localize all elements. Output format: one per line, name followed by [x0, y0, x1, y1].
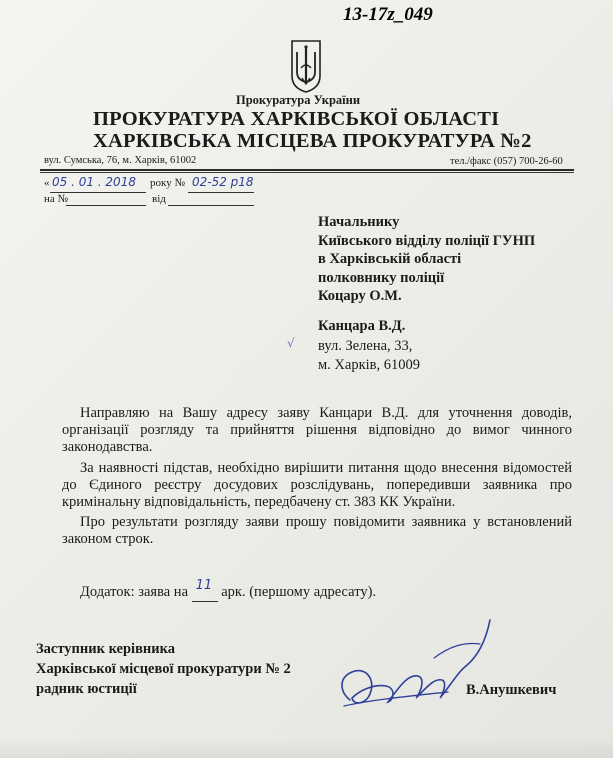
body-paragraph: Направляю на Вашу адресу заяву Канцари В.Д. для уточнення доводів, організації розгляду та прийняття рішення відповідно до вимог чинного законодавства.	[62, 405, 572, 455]
header-divider-thin	[40, 172, 574, 173]
number-underline	[188, 192, 254, 193]
addressee-line: Начальнику	[318, 214, 400, 230]
addressee-block	[318, 213, 535, 306]
addressee-line: Коцару О.М.	[318, 288, 402, 304]
agency-name: Прокуратура України	[236, 93, 361, 107]
org-phone: тел./факс (057) 700-26-60	[450, 156, 563, 167]
trident-emblem-icon	[289, 38, 323, 94]
signer-line: радник юстиції	[36, 681, 137, 697]
handwritten-pages: 11	[195, 578, 213, 593]
applicant-name: Канцара В.Д.	[318, 318, 406, 334]
applicant-address	[318, 337, 420, 374]
registration-date-row	[44, 177, 50, 189]
check-mark: √	[287, 336, 295, 350]
addressee-line: полковнику поліції	[318, 269, 445, 286]
body-paragraph: За наявності підстав, необхідно вирішити питання щодо внесення відомостей до Єдиного реєстру досудових розслідувань, попередивши заявника про кримінальну відповідальність, передбачену ст. 383 КК України.	[62, 460, 572, 510]
handwritten-signature	[330, 600, 500, 720]
year-number-label: року №	[150, 177, 185, 189]
attachment-prefix: Додаток: заява на	[80, 584, 188, 600]
handwritten-number: 02-52 р18	[192, 175, 254, 189]
applicant-address-line: вул. Зелена, 33,	[318, 338, 413, 354]
signer-block	[36, 639, 291, 699]
signer-line: Харківської місцевої прокуратури № 2	[36, 661, 291, 677]
on-number-underline	[66, 205, 146, 206]
page-edge-shadow	[0, 738, 613, 758]
on-number-label: на №	[44, 193, 69, 205]
signer-line: Заступник керівника	[36, 641, 176, 657]
attachment-pages-field	[192, 578, 218, 602]
org-title-line2: ХАРКІВСЬКА МІСЦЕВА ПРОКУРАТУРА №2	[93, 130, 532, 152]
date-open-quote: «	[44, 177, 50, 189]
from-underline	[168, 205, 254, 206]
attachment-suffix: арк. (першому адресату).	[221, 584, 377, 600]
document-id: 13-17z_049	[343, 4, 433, 25]
addressee-line: Київського відділу поліції ГУНП	[318, 232, 536, 249]
org-title-line1: ПРОКУРАТУРА ХАРКІВСЬКОЇ ОБЛАСТІ	[93, 108, 500, 130]
addressee-line: в Харківській області	[318, 251, 462, 267]
org-address: вул. Сумська, 76, м. Харків, 61002	[44, 155, 197, 166]
header-divider	[40, 169, 574, 171]
applicant-address-line: м. Харків, 61009	[318, 356, 421, 373]
handwritten-date: 05 . 01 . 2018	[52, 175, 136, 189]
signer-name: В.Анушкевич	[466, 682, 557, 698]
body-paragraph: Про результати розгляду заяви прошу повідомити заявника у встановлений законом строк.	[62, 514, 572, 547]
from-label: від	[152, 193, 166, 205]
